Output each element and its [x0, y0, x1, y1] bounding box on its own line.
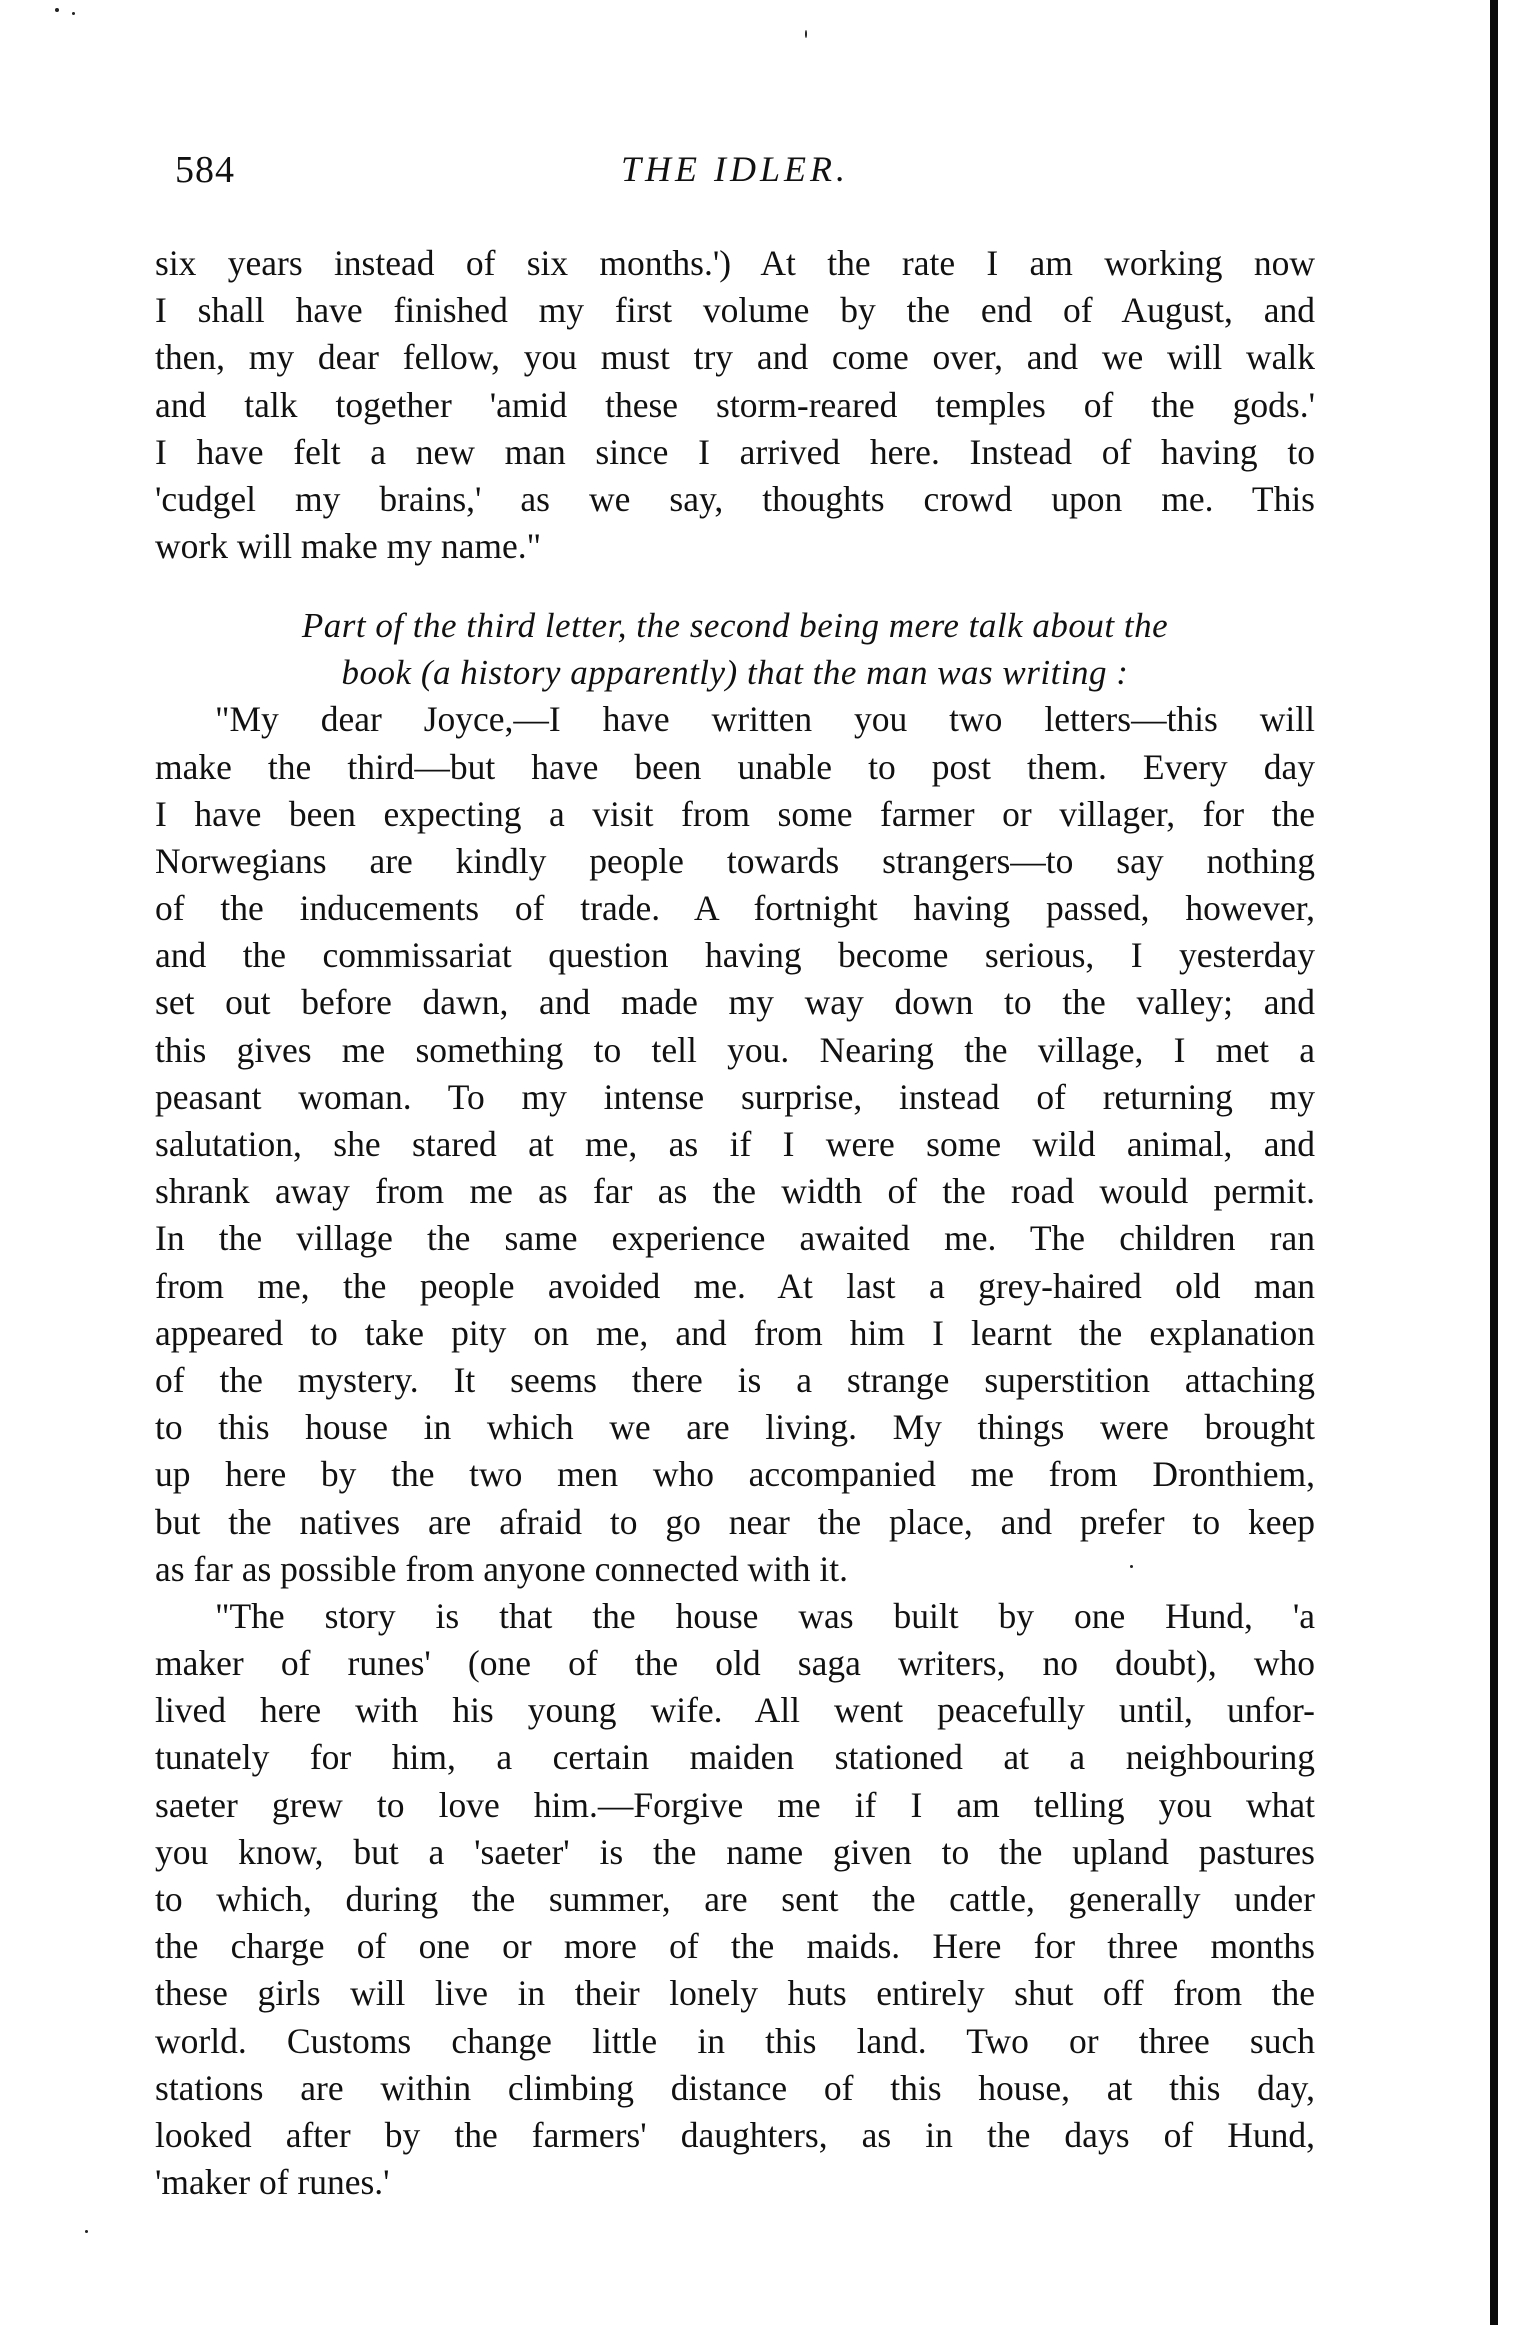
paragraph-1: [155, 240, 1315, 570]
journal-title: THE IDLER.: [621, 149, 849, 189]
text-line: "The story is that the house was built by one Hund, 'a: [215, 1595, 1315, 1636]
body-text: [155, 240, 1315, 2206]
text-line: you know, but a 'saeter' is the name given to the upland pastures: [155, 1831, 1315, 1872]
page-number: 584: [175, 149, 235, 191]
text-line: set out before dawn, and made my way down to the valley; and: [155, 982, 1315, 1023]
text-line: the charge of one or more of the maids. Here for three months: [155, 1926, 1315, 1967]
text-line: this gives me something to tell you. Nearing the village, I met a: [155, 1029, 1315, 1070]
text-line: these girls will live in their lonely huts entirely shut off from the: [155, 1973, 1315, 2014]
text-line: lived here with his young wife. All went peacefully until, unfor-: [155, 1690, 1315, 1731]
text-line: appeared to take pity on me, and from him I learnt the explanation: [155, 1312, 1315, 1353]
text-line: Norwegians are kindly people towards strangers—to say nothing: [155, 840, 1315, 881]
caption-line: book (a history apparently) that the man was writing :: [341, 653, 1129, 693]
text-line: but the natives are afraid to go near the place, and prefer to keep: [155, 1501, 1315, 1542]
text-line: world. Customs change little in this land. Two or three such: [155, 2020, 1315, 2061]
scan-speck: [72, 12, 75, 15]
text-line: In the village the same experience awaited me. The children ran: [155, 1218, 1315, 1259]
caption-line: Part of the third letter, the second being mere talk about the: [301, 606, 1169, 646]
text-line: I shall have finished my first volume by the end of August, and: [155, 290, 1315, 331]
text-line: and the commissariat question having become serious, I yesterday: [155, 935, 1315, 976]
text-line: I have felt a new man since I arrived here. Instead of having to: [155, 431, 1315, 472]
text-line: then, my dear fellow, you must try and come over, and we will walk: [155, 337, 1315, 378]
spacer: [155, 570, 1315, 602]
scan-speck: [805, 30, 807, 38]
text-line: make the third—but have been unable to post them. Every day: [155, 746, 1315, 787]
text-line: maker of runes' (one of the old saga writers, no doubt), who: [155, 1643, 1315, 1684]
paragraph-story: [155, 1593, 1315, 2206]
italic-caption: [155, 602, 1315, 696]
text-line: tunately for him, a certain maiden stationed at a neighbouring: [155, 1737, 1315, 1778]
text-line: and talk together 'amid these storm-reared temples of the gods.': [155, 384, 1315, 425]
text-line: work will make my name.": [155, 526, 542, 567]
text-line: 'cudgel my brains,' as we say, thoughts crowd upon me. This: [155, 478, 1315, 519]
text-line: to this house in which we are living. My things were brought: [155, 1407, 1315, 1448]
text-line: of the mystery. It seems there is a strange superstition attaching: [155, 1359, 1315, 1400]
text-line: stations are within climbing distance of this house, at this day,: [155, 2067, 1315, 2108]
text-line: 'maker of runes.': [155, 2162, 390, 2203]
text-line: saeter grew to love him.—Forgive me if I am telling you what: [155, 1784, 1315, 1825]
running-head: [155, 140, 1315, 200]
text-line: six years instead of six months.') At the rate I am working now: [155, 243, 1315, 283]
text-line: as far as possible from anyone connected with it.: [155, 1548, 849, 1589]
text-line: shrank away from me as far as the width of the road would permit.: [155, 1171, 1315, 1212]
text-line: salutation, she stared at me, as if I were some wild animal, and: [155, 1124, 1315, 1164]
scan-speck: [55, 8, 59, 12]
page-edge-shadow: [1490, 0, 1498, 2325]
text-line: "My dear Joyce,—I have written you two letters—this will: [215, 699, 1315, 740]
text-line: up here by the two men who accompanied me from Dronthiem,: [155, 1454, 1315, 1495]
text-line: peasant woman. To my intense surprise, instead of returning my: [155, 1076, 1315, 1117]
text-line: from me, the people avoided me. At last a grey-haired old man: [155, 1265, 1315, 1306]
text-line: I have been expecting a visit from some farmer or villager, for the: [155, 793, 1315, 834]
scan-speck: [85, 2230, 88, 2233]
paragraph-letter: [155, 696, 1315, 1593]
text-line: to which, during the summer, are sent the cattle, generally under: [155, 1879, 1315, 1919]
text-line: looked after by the farmers' daughters, as in the days of Hund,: [155, 2114, 1315, 2155]
text-line: of the inducements of trade. A fortnight having passed, however,: [155, 888, 1315, 929]
